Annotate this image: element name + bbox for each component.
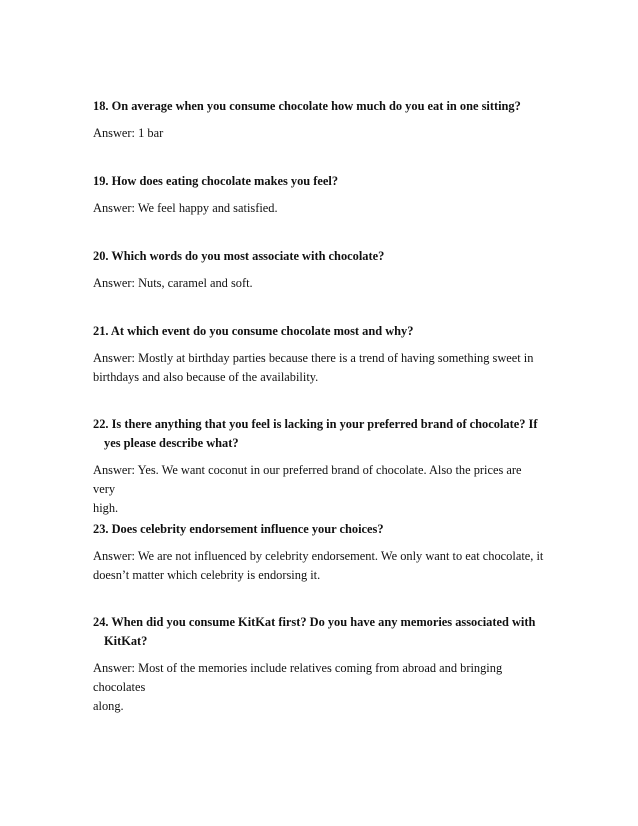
qa-item-21: [93, 322, 545, 387]
qa-item-18: [93, 97, 545, 143]
question-22-line-1: 22. Is there anything that you feel is lacking in your preferred brand of chocolate? If: [93, 417, 538, 431]
answer-21-line-1: Answer: Mostly at birthday parties because there is a trend of having something sweet in: [93, 351, 534, 365]
qa-item-24: [93, 613, 545, 716]
question-21: 21. At which event do you consume chocolate most and why?: [93, 324, 414, 338]
question-23: 23. Does celebrity endorsement influence your choices?: [93, 522, 384, 536]
question-24-line-1: 24. When did you consume KitKat first? Do you have any memories associated with: [93, 615, 536, 629]
question-20: 20. Which words do you most associate with chocolate?: [93, 249, 385, 263]
answer-21-line-2: birthdays and also because of the availability.: [93, 370, 319, 384]
qa-item-23: [93, 520, 545, 585]
question-24-line-2: KitKat?: [104, 634, 148, 648]
question-19: 19. How does eating chocolate makes you feel?: [93, 174, 339, 188]
answer-19: Answer: We feel happy and satisfied.: [93, 201, 278, 215]
qa-item-22: [93, 415, 545, 518]
question-18: 18. On average when you consume chocolate how much do you eat in one sitting?: [93, 99, 521, 113]
answer-23-line-2: doesn’t matter which celebrity is endorsing it.: [93, 568, 321, 582]
answer-20: Answer: Nuts, caramel and soft.: [93, 276, 253, 290]
qa-item-19: [93, 172, 545, 218]
qa-item-20: [93, 247, 545, 293]
question-22-line-2: yes please describe what?: [104, 436, 239, 450]
answer-24-line-1: Answer: Most of the memories include relatives coming from abroad and bringing chocolates: [93, 661, 503, 694]
answer-23-line-1: Answer: We are not influenced by celebrity endorsement. We only want to eat chocolate, it: [93, 549, 544, 563]
answer-18: Answer: 1 bar: [93, 126, 164, 140]
answer-22-line-2: high.: [93, 501, 119, 515]
question-24: [93, 613, 545, 651]
answer-22-line-1: Answer: Yes. We want coconut in our preferred brand of chocolate. Also the prices are very: [93, 463, 522, 496]
answer-24-line-2: along.: [93, 699, 124, 713]
question-22: [93, 415, 545, 453]
